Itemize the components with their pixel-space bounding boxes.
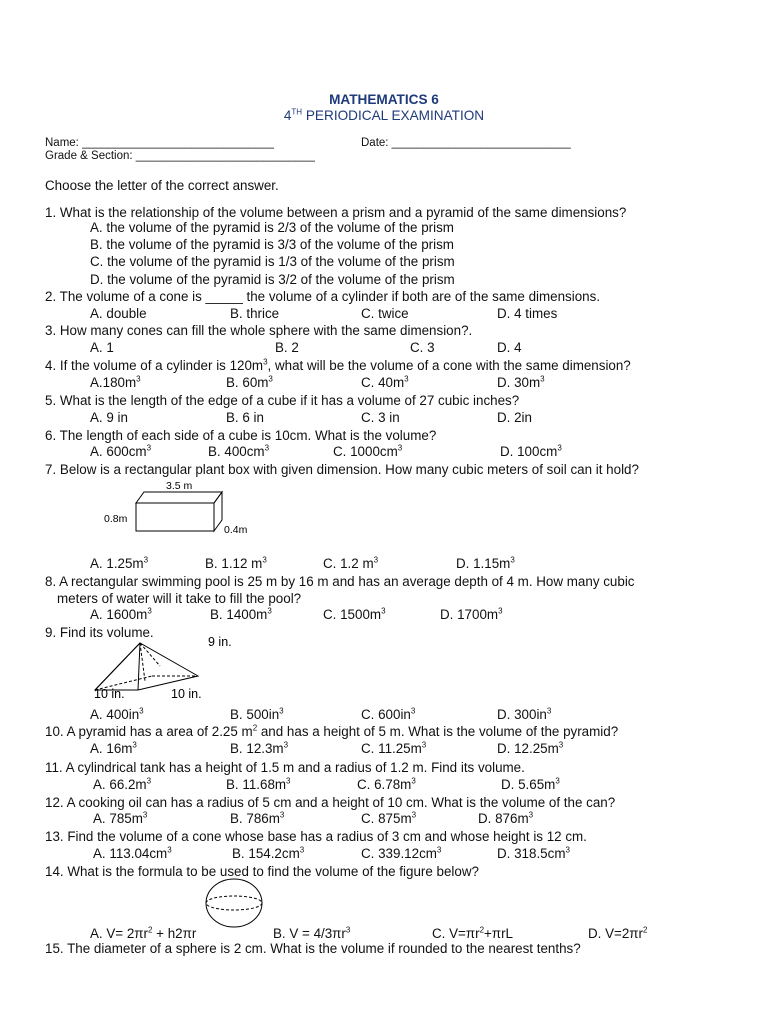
sphere-figure <box>201 878 267 928</box>
pyramid-height-label: 9 in. <box>208 636 232 649</box>
q1-choice-c: C. the volume of the pyramid is 1/3 of the volume of the prism <box>90 254 455 269</box>
sphere-equator <box>206 896 262 910</box>
sphere-outline <box>206 879 262 927</box>
q8-choice-a: A. $1600m^3$ <box>90 606 152 622</box>
question-1: 1. What is the relationship of the volume between a prism and a pyramid of the same dimensions? <box>45 205 627 220</box>
q9-choice-d: D. $300in^3$ <box>497 706 552 722</box>
q14-choice-b: B. $V = 4/3\pi r^3$ <box>273 925 351 941</box>
q8-choice-b: B. $1400m^3$ <box>210 606 272 622</box>
exam-subtitle: 4TH PERIODICAL EXAMINATION <box>283 107 485 123</box>
name-field[interactable]: Name: ______________________________ <box>45 137 274 149</box>
q10-choice-a: A. $16m^3$ <box>90 740 137 756</box>
q7-choice-b: B. 1.12 $m^3$ <box>205 555 267 571</box>
question-8-line-2: meters of water will it take to fill the pool? <box>57 591 302 606</box>
q10-choice-c: C. $11.25m^3$ <box>361 740 427 756</box>
q5-choice-b: B. 6 in <box>226 410 264 425</box>
q9-choice-b: B. $500in^3$ <box>230 706 284 722</box>
question-11: 11. A cylindrical tank has a height of 1.5 m and a radius of 1.2 m. Find its volume. <box>45 760 525 775</box>
q8-choice-d: D. $1700m^3$ <box>440 606 503 622</box>
q10-choice-d: D. $12.25m^3$ <box>497 740 564 756</box>
question-2: 2. The volume of a cone is _____ the volume of a cylinder if both are of the same dimensions. <box>45 289 601 304</box>
date-field[interactable]: Date: ____________________________ <box>361 137 571 149</box>
q1-choice-d: D. the volume of the pyramid is 3/2 of the volume of the prism <box>90 272 455 287</box>
q14-choice-d: D. $V=2\pi r^2$ <box>588 925 648 941</box>
question-10: 10. A pyramid has a area of 2.25 $m^2$ and has a height of 5 m. What is the volume of the pyramid? <box>45 723 619 739</box>
q11-choice-b: B. $11.68m^3$ <box>226 776 291 792</box>
question-6: 6. The length of each side of a cube is 10cm. What is the volume? <box>45 428 437 443</box>
pyramid-outline <box>95 643 198 690</box>
q12-choice-a: A. $785m^3$ <box>93 810 148 826</box>
q4-choice-d: D. $30m^3$ <box>497 374 545 390</box>
question-4: 4. If the volume of a cylinder is $120m^3$, what will be the volume of a cone with the same dimension? <box>45 357 631 373</box>
q13-choice-b: B. $154.2cm^3$ <box>232 845 305 861</box>
exam-title: MATHEMATICS 6 <box>329 92 439 107</box>
q4-choice-b: B. $60m^3$ <box>226 374 273 390</box>
q3-choice-a: A. 1 <box>90 340 114 355</box>
q13-choice-c: C. $339.12cm^3$ <box>361 845 442 861</box>
q11-choice-a: A. $66.2m^3$ <box>93 776 152 792</box>
question-5: 5. What is the length of the edge of a cube if it has a volume of 27 cubic inches? <box>45 393 520 408</box>
q6-choice-a: A. $600cm^3$ <box>90 443 152 459</box>
dimension-width-label: 0.4m <box>224 524 248 536</box>
pyramid-front-edge <box>138 643 140 690</box>
q5-choice-c: C. 3 in <box>361 410 400 425</box>
pyramid-base-right-label: 10 in. <box>171 687 202 701</box>
q9-choice-c: C. $600in^3$ <box>361 706 416 722</box>
q3-choice-d: D. 4 <box>497 340 522 355</box>
q9-choice-a: A. $400in^3$ <box>90 706 144 722</box>
q11-choice-d: D. $5.65m^3$ <box>501 776 560 792</box>
pyramid-base-left-label: 10 in. <box>94 687 125 701</box>
q5-choice-a: A. 9 in <box>90 410 128 425</box>
question-3: 3. How many cones can fill the whole sphere with the same dimension?. <box>45 323 473 338</box>
q4-choice-a: $A.180m^3$ <box>90 374 141 390</box>
q12-choice-b: B. $786m^3$ <box>230 810 285 826</box>
q3-choice-b: B. 2 <box>275 340 299 355</box>
q13-choice-a: A. $113.04cm^3$ <box>93 845 172 861</box>
q2-choice-c: C. twice <box>361 306 409 321</box>
question-8: 8. A rectangular swimming pool is 25 m by 16 m and has an average depth of 4 m. How many cubic <box>45 574 635 589</box>
dimension-length-label: 3.5 m <box>166 480 193 492</box>
box-front-face <box>136 503 214 531</box>
question-14: 14. What is the formula to be used to find the volume of the figure below? <box>45 864 479 879</box>
q2-choice-b: B. thrice <box>230 306 280 321</box>
question-7: 7. Below is a rectangular plant box with given dimension. How many cubic meters of soil can it hold? <box>45 462 639 477</box>
q8-choice-c: C. $1500m^3$ <box>323 606 386 622</box>
q14-choice-a: A. $V= 2\pi r^2 + h2\pi r$ <box>90 925 197 941</box>
q3-choice-c: C. 3 <box>410 340 435 355</box>
q6-choice-b: B. $400cm^3$ <box>208 443 270 459</box>
q4-choice-c: C. $40m^3$ <box>361 374 409 390</box>
q6-choice-d: D. $100cm^3$ <box>500 443 562 459</box>
question-13: 13. Find the volume of a cone whose base has a radius of 3 cm and whose height is 12 cm. <box>45 829 587 844</box>
pyramid-height-line <box>140 643 145 681</box>
q12-choice-c: C. $875m^3$ <box>361 810 417 826</box>
q10-choice-b: B. $12.3m^3$ <box>230 740 289 756</box>
question-12: 12. A cooking oil can has a radius of 5 cm and a height of 10 cm. What is the volume of the can? <box>45 795 616 810</box>
plant-box-figure <box>96 476 266 540</box>
q13-choice-d: D. $318.5cm^3$ <box>497 845 570 861</box>
box-top-face <box>136 492 222 503</box>
q1-choice-a: A. the volume of the pyramid is 2/3 of the volume of the prism <box>90 220 454 235</box>
question-9: 9. Find its volume. <box>45 625 154 640</box>
q12-choice-d: D. $876m^3$ <box>478 810 534 826</box>
q2-choice-a: A. double <box>90 306 147 321</box>
pyramid-figure <box>90 636 240 702</box>
box-side-face <box>214 492 222 531</box>
q7-choice-a: A. $1.25m^3$ <box>90 555 149 571</box>
q5-choice-d: D. 2in <box>497 410 532 425</box>
q14-choice-c: C. $V=\pi r^2+\pi rL$ <box>432 925 513 941</box>
dimension-height-label: 0.8m <box>104 513 128 525</box>
grade-section-field[interactable]: Grade & Section: ____________________________ <box>45 150 315 162</box>
q1-choice-b: B. the volume of the pyramid is 3/3 of the volume of the prism <box>90 237 454 252</box>
q7-choice-c: C. 1.2 $m^3$ <box>323 555 379 571</box>
q6-choice-c: C. $1000cm^3$ <box>333 443 403 459</box>
question-15: 15. The diameter of a sphere is 2 cm. What is the volume if rounded to the nearest tenths? <box>45 941 581 956</box>
q2-choice-d: D. 4 times <box>497 306 558 321</box>
instructions: Choose the letter of the correct answer. <box>45 178 279 193</box>
q7-choice-d: D. $1.15m^3$ <box>456 555 515 571</box>
q11-choice-c: C. $6.78m^3$ <box>357 776 416 792</box>
